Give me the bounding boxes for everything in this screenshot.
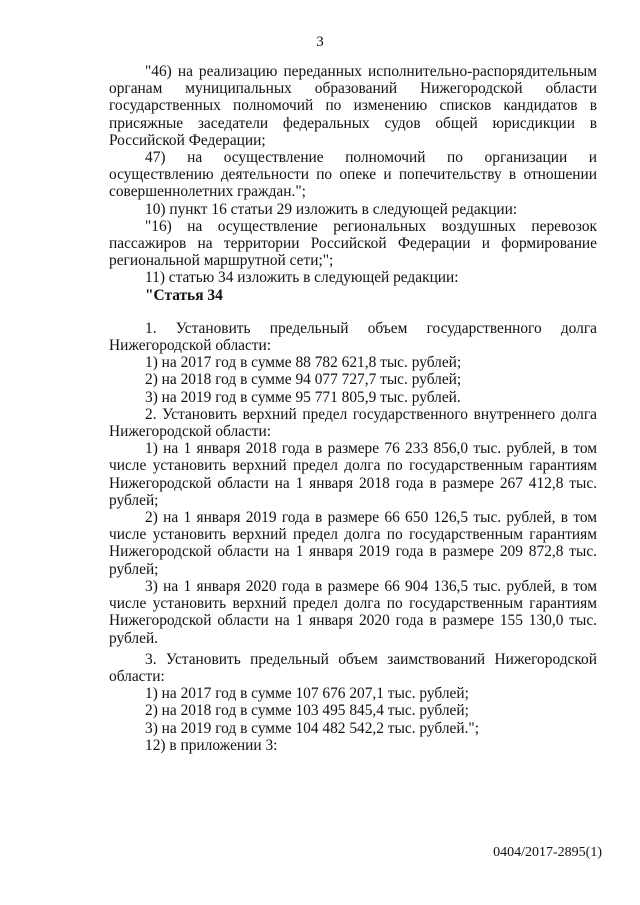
- paragraph-item-16: "16) на осуществление региональных воздушных перевозок пассажиров на территории Российской Федерации и формирование региональной маршрутной сети;";: [109, 217, 597, 270]
- paragraph-item-46: "46) на реализацию переданных исполнительно-распорядительным органам муниципальных образований Нижегородской области государственных полномочий по изменению списков кандидатов в присяжные заседатели федеральных судов общей юрисдикции в Российской Федерации;: [109, 63, 597, 149]
- page-number: 3: [316, 34, 324, 50]
- list-item: 1) на 1 января 2018 года в размере 76 233 856,0 тыс. рублей, в том числе установить верхний предел долга по государственным гарантиям Нижегородской области на 1 января 2018 года в размере 267 412,8 тыс. рублей;: [109, 440, 597, 509]
- list-item: 3) на 2019 год в сумме 95 771 805,9 тыс. рублей.: [145, 388, 461, 406]
- list-item: 2) на 2018 год в сумме 103 495 845,4 тыс. рублей;: [145, 702, 469, 720]
- list-item: 1) на 2017 год в сумме 107 676 207,1 тыс. рублей;: [145, 685, 469, 703]
- paragraph-amend-11: 11) статью 34 изложить в следующей редакции:: [145, 269, 459, 287]
- list-item: 2) на 1 января 2019 года в размере 66 650 126,5 тыс. рублей, в том числе установить верхний предел долга по государственным гарантиям Нижегородской области на 1 января 2019 года в размере 209 872,8 тыс. рублей;: [109, 509, 597, 578]
- list-item: 2) на 2018 год в сумме 94 077 727,7 тыс. рублей;: [145, 371, 462, 389]
- article-heading: "Статья 34: [145, 286, 223, 304]
- paragraph-section-1: 1. Установить предельный объем государственного долга Нижегородской области:: [109, 319, 597, 355]
- paragraph-item-47: 47) на осуществление полномочий по организации и осуществлению деятельности по опеке и попечительству в отношении совершеннолетних граждан.";: [109, 149, 597, 201]
- document-body: [109, 63, 597, 754]
- list-item: 1) на 2017 год в сумме 88 782 621,8 тыс. рублей;: [145, 354, 462, 372]
- list-item: 3) на 1 января 2020 года в размере 66 904 136,5 тыс. рублей, в том числе установить верхний предел долга по государственным гарантиям Нижегородской области на 1 января 2020 года в размере 155 130,0 тыс. рублей.: [109, 577, 597, 647]
- blank-line: [109, 304, 597, 320]
- document-number: 0404/2017-2895(1): [493, 845, 602, 860]
- paragraph-section-3: 3. Установить предельный объем заимствований Нижегородской области:: [109, 650, 597, 685]
- paragraph-amend-10: 10) пункт 16 статьи 29 изложить в следующей редакции:: [145, 200, 518, 218]
- list-item: 3) на 2019 год в сумме 104 482 542,2 тыс. рублей.";: [145, 719, 479, 737]
- paragraph-amend-12: 12) в приложении 3:: [145, 736, 278, 754]
- paragraph-section-2: 2. Установить верхний предел государственного внутреннего долга Нижегородской области:: [109, 405, 597, 441]
